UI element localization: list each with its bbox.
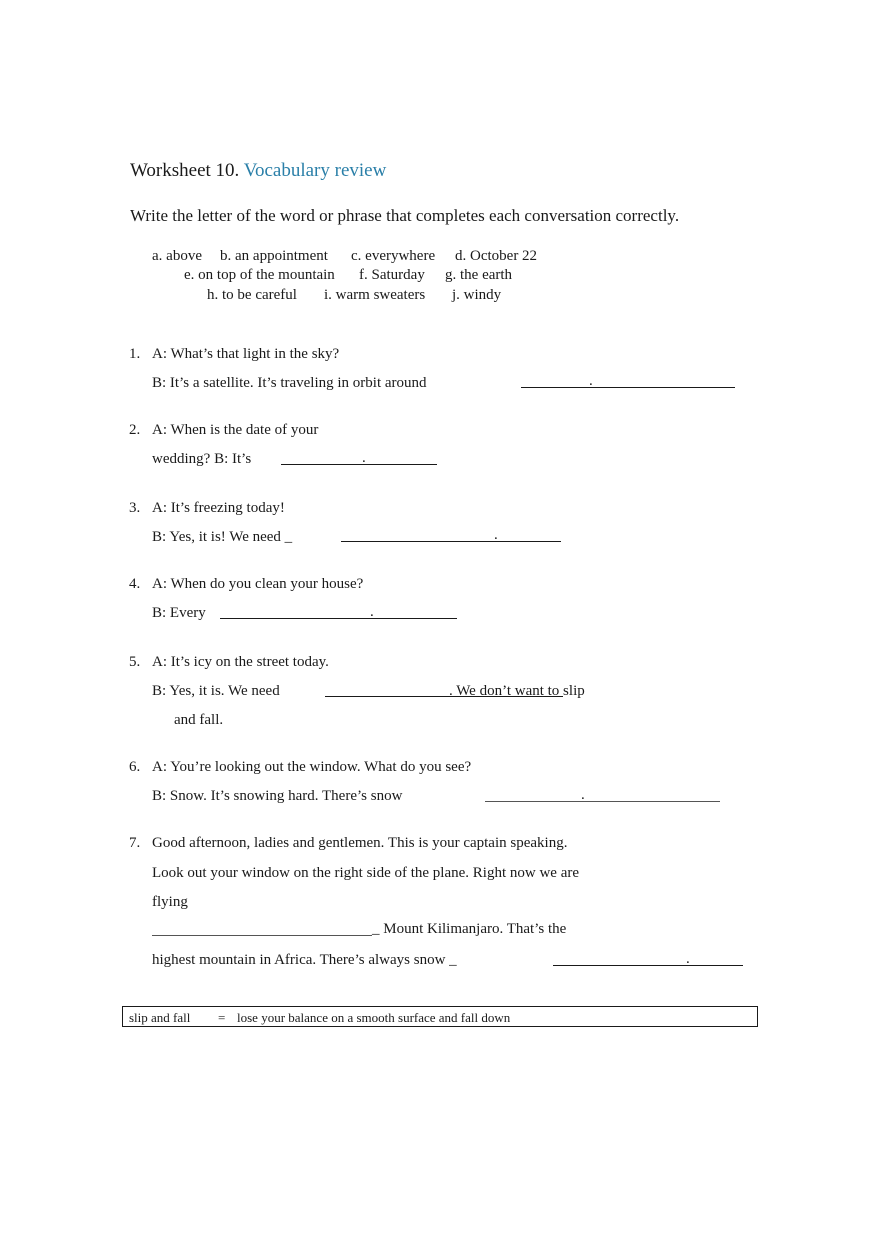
word-bank-item: b. an appointment [220, 248, 328, 264]
question-line: wedding? B: It’s [152, 451, 252, 467]
word-bank-item: e. on top of the mountain [184, 267, 335, 283]
answer-blank[interactable] [281, 464, 437, 465]
word-bank-item: i. warm sweaters [324, 287, 426, 303]
question-line: A: It’s freezing today! [152, 500, 285, 516]
word-bank-item: a. above [152, 248, 202, 264]
question-number: 3. [129, 500, 141, 516]
answer-period: . [589, 373, 593, 389]
question-line: . We don’t want to slip [449, 683, 585, 699]
question-line: Look out your window on the right side of the plane. Right now we are [152, 865, 580, 881]
answer-blank[interactable] [220, 618, 457, 619]
answer-blank[interactable] [485, 801, 720, 802]
word-bank-item: g. the earth [445, 267, 513, 283]
answer-blank[interactable] [521, 387, 735, 388]
question-number: 1. [129, 346, 141, 362]
question-line: A: What’s that light in the sky? [152, 346, 340, 362]
word-bank-item: c. everywhere [351, 248, 436, 264]
word-bank-item: d. October 22 [455, 248, 538, 264]
question-line: Good afternoon, ladies and gentlemen. This is your captain speaking. [152, 835, 568, 851]
question-line: A: When do you clean your house? [152, 576, 364, 592]
title-prefix: Worksheet 10. [130, 160, 240, 181]
answer-blank[interactable] [553, 965, 743, 966]
question-number: 7. [129, 835, 141, 851]
answer-blank[interactable] [341, 541, 561, 542]
question-line: B: Every [152, 605, 206, 621]
definition-term: slip and fall [129, 1010, 191, 1025]
answer-blank[interactable] [152, 935, 372, 936]
question-line: B: Yes, it is. We need [152, 683, 280, 699]
answer-period: . [686, 951, 690, 967]
answer-period: . [581, 787, 585, 803]
answer-period: . [362, 450, 366, 466]
question-number: 4. [129, 576, 141, 592]
question-number: 2. [129, 422, 141, 438]
definition-equals: = [218, 1010, 226, 1025]
question-number: 6. [129, 759, 141, 775]
question-line: flying [152, 894, 188, 910]
word-bank-item: j. windy [452, 287, 502, 303]
answer-period: . [370, 604, 374, 620]
question-line: A: It’s icy on the street today. [152, 654, 329, 670]
question-line: highest mountain in Africa. There’s always snow _ [152, 952, 457, 968]
question-number: 5. [129, 654, 141, 670]
title-accent: Vocabulary review [243, 160, 387, 181]
question-line: B: Yes, it is! We need _ [152, 529, 293, 545]
question-line: A: You’re looking out the window. What do you see? [152, 759, 472, 775]
question-line: and fall. [174, 712, 224, 728]
definition-meaning: lose your balance on a smooth surface and fall down [237, 1010, 511, 1025]
definition-box [122, 1006, 758, 1027]
page-title [130, 160, 386, 182]
question-line: A: When is the date of your [152, 422, 319, 438]
instructions: Write the letter of the word or phrase that completes each conversation correctly. [130, 206, 680, 225]
question-line: B: It’s a satellite. It’s traveling in orbit around [152, 375, 427, 391]
answer-period: . [494, 527, 498, 543]
question-line: B: Snow. It’s snowing hard. There’s snow [152, 788, 403, 804]
word-bank-item: f. Saturday [359, 267, 425, 283]
word-bank-item: h. to be careful [207, 287, 297, 303]
question-line: _ Mount Kilimanjaro. That’s the [372, 921, 567, 937]
